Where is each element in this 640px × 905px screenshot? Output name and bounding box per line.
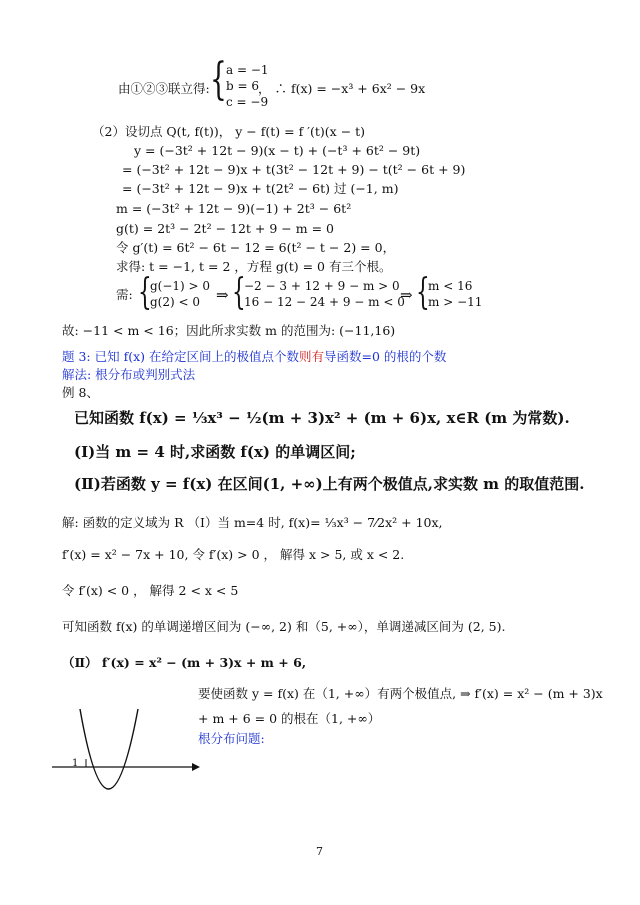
- topic3-title: [62, 349, 446, 365]
- problem-line-1: 已知函数 f(x) = ⅓x³ − ½(m + 3)x² + (m + 6)x, x∈R (m 为常数).: [74, 409, 570, 427]
- need-brace-3: {: [416, 272, 430, 313]
- parabola-graph: [46, 705, 206, 825]
- solution-line-3: 令 f′(x) < 0 ， 解得 2 < x < 5: [62, 583, 239, 598]
- part2-line-2: y = (−3t² + 12t − 9)(x − t) + (−t³ + 6t² − 9t): [134, 143, 421, 158]
- solution-line-8: 根分布问题:: [198, 731, 265, 746]
- part2-line-4: = (−3t² + 12t − 9)x + t(2t² − 6t) 过 (−1, m): [122, 181, 399, 196]
- topic3-title-red: 则有: [299, 349, 325, 364]
- example-label: 例 8、: [62, 385, 99, 400]
- need-sys1-line-2: g(2) < 0: [150, 295, 200, 309]
- need-sys3-line-2: m > −11: [428, 295, 483, 309]
- solution-line-2: f′(x) = x² − 7x + 10, 令 f′(x) > 0 ， 解得 x > 5, 或 x < 2.: [62, 547, 405, 562]
- need-sys3-line-1: m < 16: [428, 279, 473, 293]
- topic3-title-b: 导函数=0 的根的个数: [324, 349, 447, 364]
- graph-label-one: 1: [72, 758, 79, 769]
- need-label: 需:: [116, 287, 133, 302]
- system-line-a: a = −1: [226, 63, 269, 77]
- combine-prefix: 由①②③联立得:: [118, 81, 210, 96]
- solution-line-4: 可知函数 f(x) 的单调递增区间为 (−∞, 2) 和（5, +∞），单调递减区间为 (2, 5).: [62, 619, 506, 634]
- topic3-title-a: 题 3: 已知 f(x) 在给定区间上的极值点个数: [62, 349, 299, 364]
- solution-line-1: 解: 函数的定义域为 R （Ⅰ）当 m=4 时, f(x)= ⅓x³ − 7⁄2x² + 10x,: [62, 515, 443, 530]
- part2-line-6: g(t) = 2t³ − 2t² − 12t + 9 − m = 0: [116, 221, 334, 236]
- conclusion-line: 故: −11 < m < 16；因此所求实数 m 的范围为: (−11,16): [62, 323, 396, 338]
- solution-line-7: + m + 6 = 0 的根在（1, +∞）: [198, 711, 381, 726]
- need-system-1: [150, 278, 210, 310]
- system-line-b: b = 6: [226, 79, 259, 93]
- need-brace-2: {: [232, 272, 246, 313]
- need-system-2: [244, 278, 405, 310]
- system-brace: {: [210, 54, 227, 105]
- solution-line-5: （Ⅱ） f′(x) = x² − (m + 3)x + m + 6,: [62, 655, 307, 670]
- part2-line-5: m = (−3t² + 12t − 9)(−1) + 2t³ − 6t²: [116, 201, 352, 216]
- implies-arrow-1: ⇒: [216, 286, 229, 304]
- problem-line-2: (Ⅰ)当 m = 4 时,求函数 f(x) 的单调区间;: [74, 443, 356, 461]
- parabola-curve: [80, 709, 138, 789]
- need-sys1-line-1: g(−1) > 0: [150, 279, 211, 293]
- need-sys2-line-1: −2 − 3 + 12 + 9 − m > 0: [244, 279, 400, 293]
- need-system-3: [428, 278, 482, 310]
- x-axis-arrow-icon: [192, 763, 200, 771]
- problem-line-3: (Ⅱ)若函数 y = f(x) 在区间(1, +∞)上有两个极值点,求实数 m 的取值范围.: [74, 475, 585, 493]
- part2-line-1: （2）设切点 Q(t, f(t))， y − f(t) = f ′(t)(x − t): [92, 124, 366, 139]
- implies-arrow-2: ⇒: [400, 286, 413, 304]
- page-number: 7: [316, 845, 323, 858]
- need-brace-1: {: [138, 272, 152, 313]
- topic3-method: 解法: 根分布或判别式法: [62, 367, 196, 382]
- part2-line-8: 求得: t = −1, t = 2 ，方程 g(t) = 0 有三个根。: [116, 259, 392, 274]
- need-sys2-line-2: 16 − 12 − 24 + 9 − m < 0: [244, 295, 405, 309]
- part2-line-3: = (−3t² + 12t − 9)x + t(3t² − 12t + 9) − t(t² − 6t + 9): [122, 162, 466, 177]
- part2-line-7: 令 g′(t) = 6t² − 6t − 12 = 6(t² − t − 2) = 0，: [116, 240, 396, 255]
- solution-line-6: 要使函数 y = f(x) 在（1, +∞）有两个极值点, ⇒ f′(x) = x² − (m + 3)x: [198, 686, 603, 701]
- therefore-line: ， ∴ f(x) = −x³ + 6x² − 9x: [258, 81, 426, 96]
- system-line-c: c = −9: [226, 95, 269, 109]
